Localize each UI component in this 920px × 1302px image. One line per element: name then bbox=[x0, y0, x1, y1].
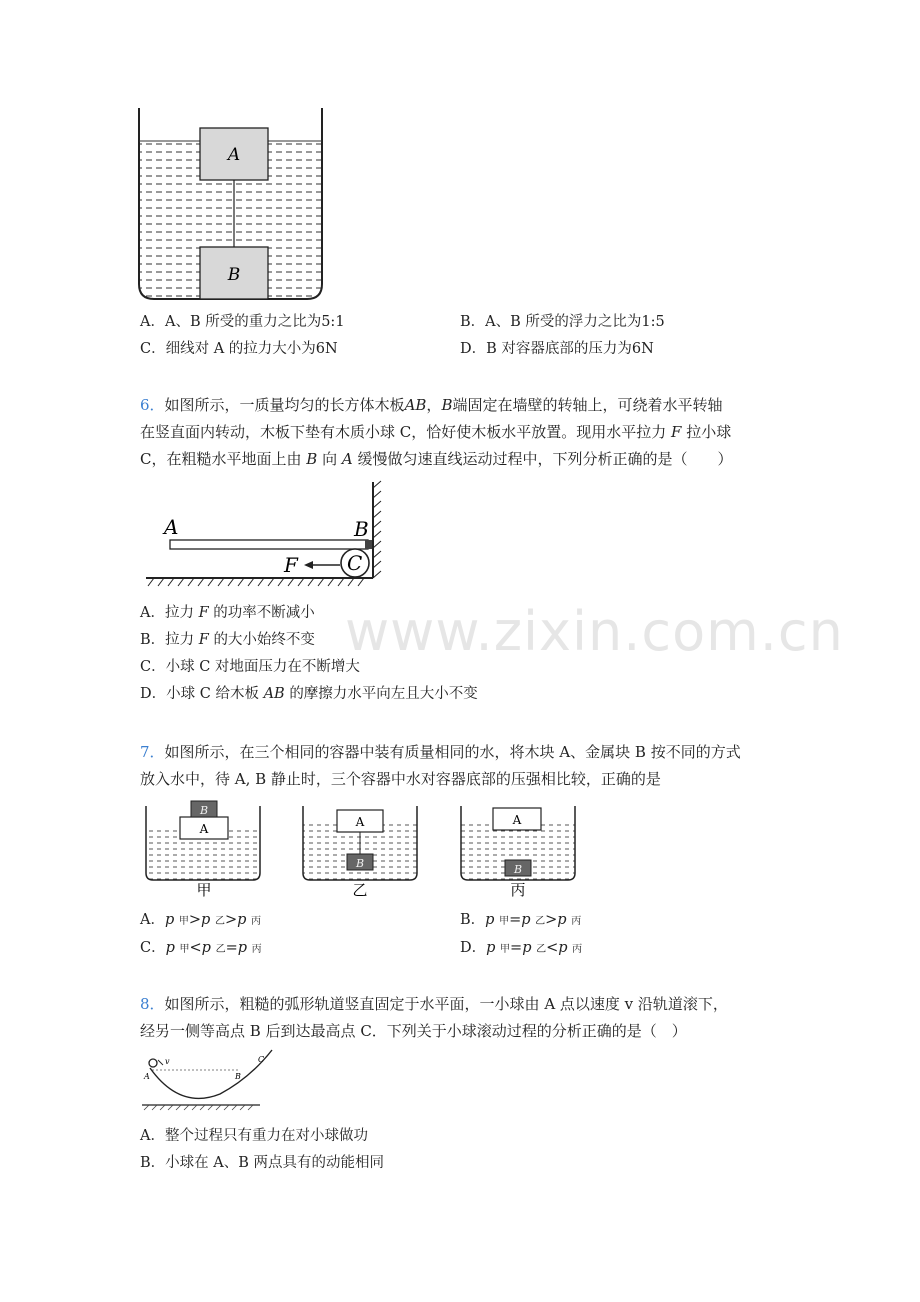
q8-number: 8． bbox=[140, 995, 165, 1013]
q6-label-a: A bbox=[164, 515, 179, 539]
q7-option-d: D．p 甲=p 乙<p 丙 bbox=[460, 940, 583, 956]
svg-text:A: A bbox=[199, 822, 209, 836]
q8-label-v: v bbox=[165, 1057, 170, 1066]
q8-label-c: C bbox=[258, 1055, 265, 1064]
q7-container-1 bbox=[146, 801, 260, 880]
q8-option-a: A．整个过程只有重力在对小球做功 bbox=[140, 1128, 368, 1144]
q5-label-b: B bbox=[227, 265, 241, 285]
svg-text:A: A bbox=[512, 813, 522, 827]
q6-label-b: B bbox=[354, 517, 369, 541]
q8-label-a: A bbox=[144, 1072, 150, 1081]
q7-container-2 bbox=[303, 806, 417, 880]
svg-text:B: B bbox=[355, 857, 365, 870]
q7-option-a: A．p 甲>p 乙>p 丙 bbox=[140, 912, 262, 928]
q7-label-yi: 乙 bbox=[352, 881, 368, 898]
q6-board bbox=[170, 540, 368, 549]
q6-option-b: B．拉力 F 的大小始终不变 bbox=[140, 632, 315, 648]
q7-figure bbox=[140, 798, 585, 898]
q5-figure bbox=[135, 108, 330, 304]
q5-option-b: B．A、B 所受的浮力之比为1:5 bbox=[460, 314, 665, 330]
q5-option-d: D．B 对容器底部的压力为6N bbox=[460, 341, 654, 357]
q6-option-c: C．小球 C 对地面压力在不断增大 bbox=[140, 659, 360, 675]
q8-question: 8．如图所示，粗糙的弧形轨道竖直固定于水平面，一小球由 A 点以速度 v 沿轨道滚下， 经另一侧等高点 B 后到达最高点 C．下列关于小球滚动过程的分析正确的是（ ） bbox=[140, 995, 728, 1040]
q7-container-3 bbox=[461, 806, 575, 880]
q8-figure bbox=[140, 1048, 280, 1116]
q7-number: 7． bbox=[140, 743, 165, 761]
q6-number: 6． bbox=[140, 396, 165, 414]
q7-label-bing: 丙 bbox=[510, 881, 526, 898]
q6-option-d: D．小球 C 给木板 AB 的摩擦力水平向左且大小不变 bbox=[140, 686, 478, 702]
q7-question: 7．如图所示，在三个相同的容器中装有质量相同的水，将木块 A、金属块 B 按不同的方式 放入水中，待 A, B 静止时，三个容器中水对容器底部的压强相比较，正确的是 bbox=[140, 743, 741, 788]
q6-figure bbox=[140, 478, 385, 593]
svg-text:B: B bbox=[513, 863, 523, 876]
watermark-text: www.zixin.com.cn bbox=[345, 600, 844, 663]
q5-option-a: A．A、B 所受的重力之比为5:1 bbox=[140, 314, 345, 330]
q8-ball bbox=[149, 1059, 157, 1067]
q6-question: 6．如图所示，一质量均匀的长方体木板AB，B端固定在墙壁的转轴上，可绕着水平转轴 在竖直面内转动，木板下垫有木质小球 C，恰好使木板水平放置。现用水平拉力 F 拉小球 C，在粗糙水平地面上由 B 向 A 缓慢做匀速直线运动过程中，下列分析正确的是（ ） bbox=[140, 396, 733, 468]
q5-label-a: A bbox=[227, 145, 241, 165]
q7-option-b: B．p 甲=p 乙>p 丙 bbox=[460, 912, 582, 928]
q6-label-f: F bbox=[284, 553, 298, 577]
q6-label-c: C bbox=[347, 551, 363, 575]
svg-text:B: B bbox=[199, 804, 209, 817]
q8-option-b: B．小球在 A、B 两点具有的动能相同 bbox=[140, 1155, 384, 1171]
q6-option-a: A．拉力 F 的功率不断减小 bbox=[140, 605, 315, 621]
q5-option-c: C．细线对 A 的拉力大小为6N bbox=[140, 341, 338, 357]
q8-label-b: B bbox=[235, 1072, 241, 1081]
q7-label-jia: 甲 bbox=[196, 881, 212, 898]
svg-text:A: A bbox=[355, 815, 365, 829]
q7-option-c: C．p 甲<p 乙=p 丙 bbox=[140, 940, 262, 956]
